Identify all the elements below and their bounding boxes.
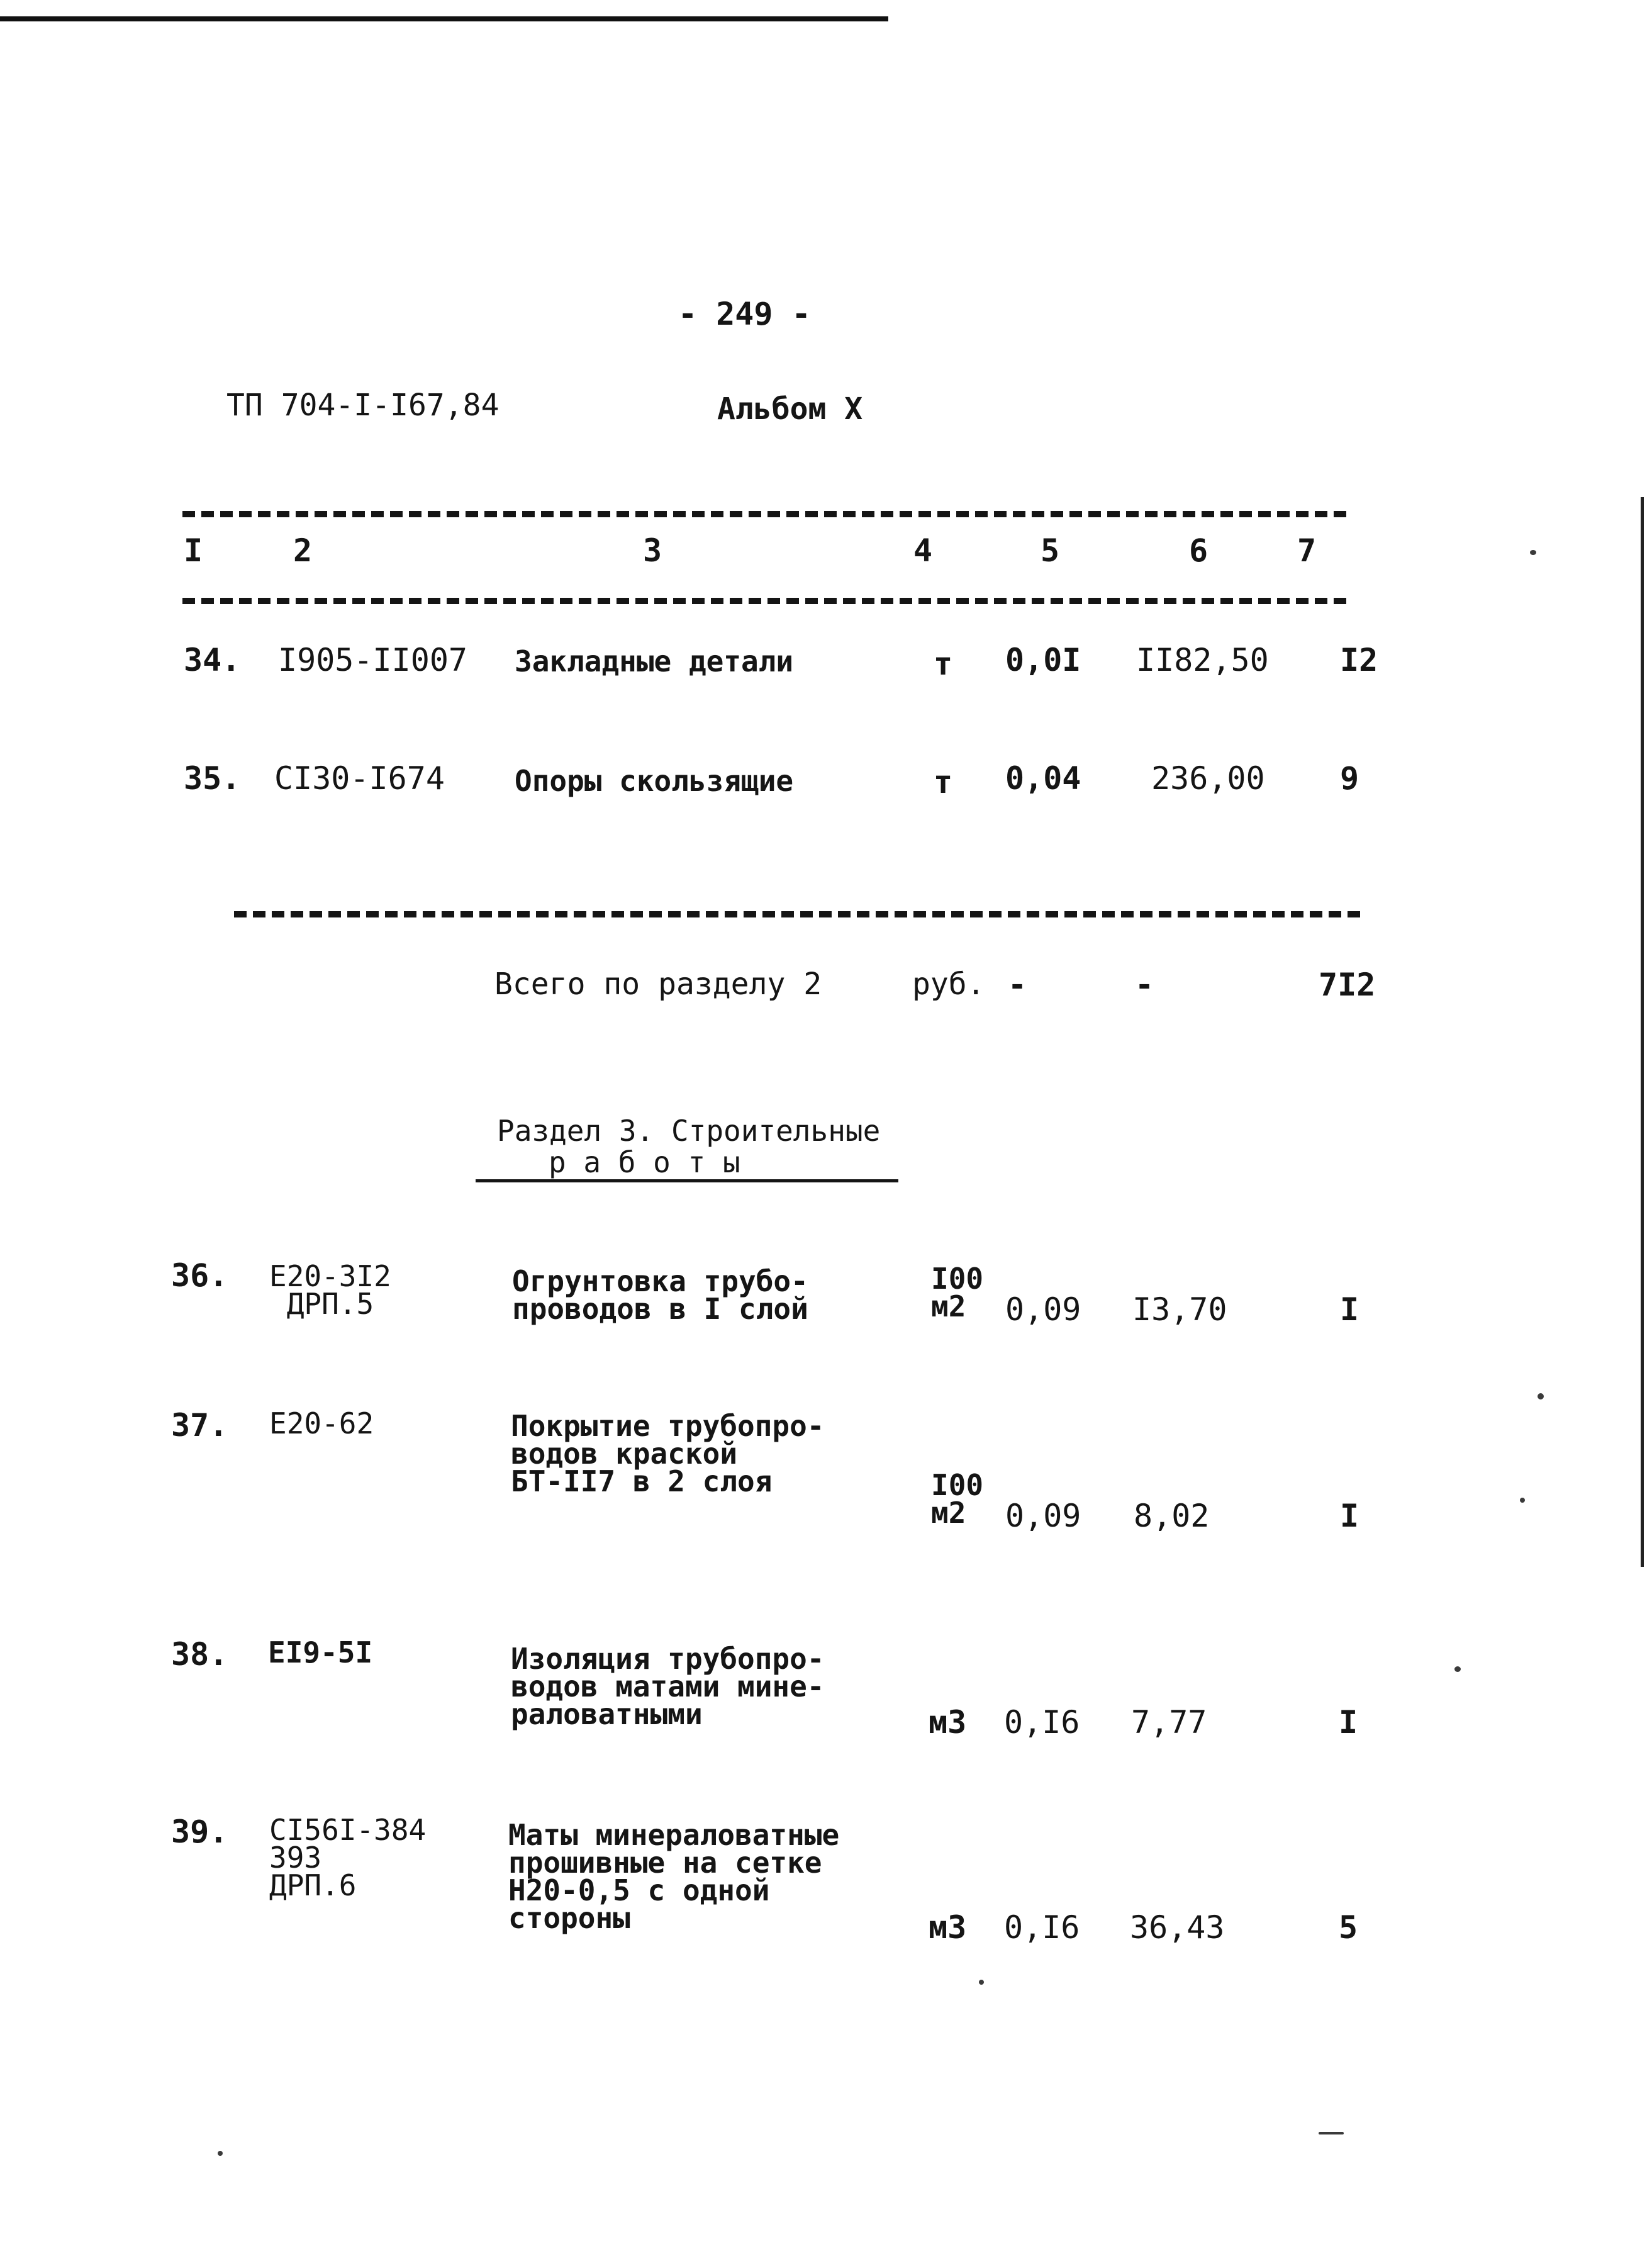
row-name: Закладные детали <box>515 644 794 678</box>
scan-speck <box>1319 2132 1344 2134</box>
row-quantity: 0,I6 <box>1004 1704 1080 1741</box>
column-header-6: 6 <box>1189 532 1208 569</box>
row-unit: м3 <box>929 1704 967 1741</box>
row-price: 36,43 <box>1130 1909 1225 1946</box>
row-quantity: 0,09 <box>1005 1498 1081 1534</box>
scan-speck <box>1530 550 1536 555</box>
row-name: Изоляция трубопро- водов матами мине- раловатными <box>511 1642 825 1732</box>
row-price: 7,77 <box>1131 1704 1207 1741</box>
row-quantity: 0,0I <box>1005 642 1081 678</box>
scan-speck <box>218 2151 223 2156</box>
row-total: I <box>1340 1498 1359 1534</box>
section-title-continued: р а б о т ы <box>549 1145 740 1179</box>
row-number: 35. <box>184 760 241 797</box>
column-header-1: I <box>184 532 203 569</box>
row-price: II82,50 <box>1136 642 1269 678</box>
column-header-5: 5 <box>1041 532 1060 569</box>
row-name: Опоры скользящие <box>515 764 794 798</box>
row-unit: I00 м2 <box>931 1468 984 1530</box>
subtotal-quantity: - <box>1008 967 1027 1003</box>
row-code: E20-62 <box>269 1406 374 1440</box>
scan-speck <box>979 1980 984 1985</box>
row-code: CI30-I674 <box>274 760 445 797</box>
row-code: EI9-5I <box>268 1635 373 1669</box>
subtotal-price: - <box>1135 967 1154 1003</box>
column-header-7: 7 <box>1297 532 1317 569</box>
scan-speck <box>1538 1393 1544 1399</box>
row-code: I905-II007 <box>278 642 468 678</box>
right-edge-bar <box>1641 497 1644 1567</box>
row-quantity: 0,09 <box>1005 1291 1081 1328</box>
section-title: Раздел 3. Строительные <box>497 1114 881 1148</box>
row-total: 5 <box>1339 1909 1358 1946</box>
row-code: CI56I-384 393 ДРП.6 <box>269 1813 427 1903</box>
row-number: 36. <box>171 1257 228 1294</box>
page-number: - 249 - <box>678 296 811 332</box>
document-code: ТП 704-I-I67,84 <box>226 388 500 423</box>
row-name: Маты минераловатные прошивные на сетке H20-0,5 с одной стороны <box>508 1818 840 1936</box>
column-header-2: 2 <box>293 532 313 569</box>
row-total: 9 <box>1340 760 1359 797</box>
album-label: Альбом X <box>717 391 863 427</box>
row-total: I <box>1340 1291 1359 1328</box>
subtotal-total: 7I2 <box>1319 967 1376 1003</box>
scan-speck <box>1520 1498 1525 1503</box>
top-border-rule <box>0 16 888 21</box>
row-unit: I00 м2 <box>931 1262 984 1324</box>
column-header-4: 4 <box>913 532 933 569</box>
row-unit: м3 <box>929 1909 967 1946</box>
row-number: 38. <box>171 1636 228 1673</box>
row-name: Покрытие трубопро- водов краской БТ-II7 в 2 слоя <box>511 1409 825 1499</box>
row-price: 236,00 <box>1151 760 1265 797</box>
header-dashed-rule-top <box>182 511 1346 517</box>
subtotal-dashed-rule <box>234 911 1360 917</box>
subtotal-unit: руб. <box>912 967 985 1002</box>
section-title-underline <box>476 1179 898 1182</box>
subtotal-label: Всего по разделу 2 <box>494 967 822 1002</box>
row-code: E20-3I2 ДРП.5 <box>269 1259 391 1321</box>
row-quantity: 0,I6 <box>1004 1909 1080 1946</box>
row-quantity: 0,04 <box>1005 760 1081 797</box>
row-number: 39. <box>171 1814 228 1850</box>
row-price: 8,02 <box>1134 1498 1210 1534</box>
column-header-3: 3 <box>643 532 662 569</box>
row-unit: т <box>934 646 953 682</box>
header-dashed-rule-bottom <box>182 598 1346 604</box>
row-number: 37. <box>171 1407 228 1444</box>
row-unit: т <box>934 764 953 800</box>
row-number: 34. <box>184 642 241 678</box>
row-name: Огрунтовка трубо- проводов в I слой <box>512 1264 808 1327</box>
row-price: I3,70 <box>1132 1291 1227 1328</box>
row-total: I <box>1339 1704 1358 1741</box>
scan-speck <box>1454 1666 1461 1672</box>
row-total: I2 <box>1340 642 1378 678</box>
